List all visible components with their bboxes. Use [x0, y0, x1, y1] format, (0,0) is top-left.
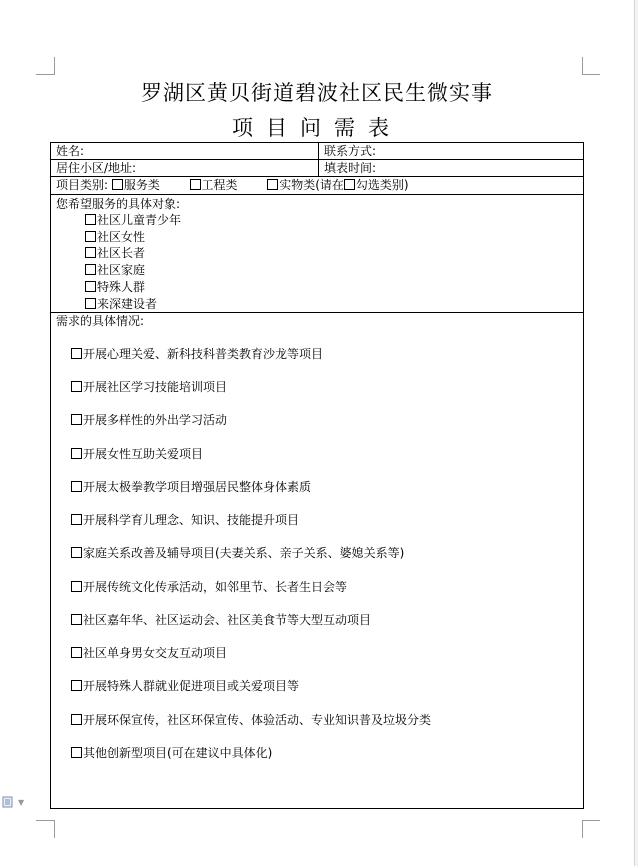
checkbox-icon[interactable]: [71, 514, 82, 525]
form-row-name: [51, 143, 583, 160]
checkbox-icon[interactable]: [71, 414, 82, 425]
address-label: 居住小区/地址:: [56, 161, 137, 175]
need-option[interactable]: 其他创新型项目(可在建议中具体化): [71, 745, 272, 761]
category-option-engineering[interactable]: 工程类: [190, 178, 238, 192]
checkbox-icon[interactable]: [190, 179, 201, 190]
need-option[interactable]: 开展女性互助关爱项目: [71, 446, 203, 462]
checkbox-icon[interactable]: [71, 381, 82, 392]
checkbox-icon[interactable]: [85, 298, 96, 309]
crop-mark: [582, 57, 583, 75]
checkbox-icon[interactable]: [85, 281, 96, 292]
target-option[interactable]: 社区长者: [85, 245, 145, 261]
target-option[interactable]: 社区女性: [85, 229, 145, 245]
document-title: 罗湖区黄贝街道碧波社区民生微实事: [141, 81, 493, 105]
crop-mark: [582, 820, 583, 838]
checkbox-icon[interactable]: [71, 481, 82, 492]
category-option-goods[interactable]: 实物类(请在 勾选类别): [267, 178, 408, 192]
form-row-address: [51, 160, 583, 177]
target-option[interactable]: 社区家庭: [85, 262, 145, 278]
contact-field[interactable]: [319, 143, 582, 159]
category-field: [51, 177, 582, 194]
need-option[interactable]: 社区嘉年华、社区运动会、社区美食节等大型互动项目: [71, 612, 371, 628]
document-subtitle: 项目问需表: [232, 116, 402, 140]
crop-mark: [54, 820, 55, 838]
questionnaire-form: [50, 142, 584, 809]
target-option[interactable]: 特殊人群: [85, 279, 145, 295]
checkbox-icon[interactable]: [267, 179, 278, 190]
checkbox-icon[interactable]: [71, 581, 82, 592]
date-label: 填表时间:: [324, 161, 377, 175]
service-targets-section: [51, 195, 583, 313]
need-option[interactable]: 开展多样性的外出学习活动: [71, 412, 227, 428]
address-field[interactable]: [51, 160, 318, 176]
checkbox-icon[interactable]: [71, 680, 82, 691]
need-option[interactable]: 社区单身男女交友互动项目: [71, 645, 227, 661]
need-option[interactable]: 开展社区学习技能培训项目: [71, 379, 227, 395]
name-field[interactable]: [51, 143, 318, 159]
checkbox-icon[interactable]: [71, 614, 82, 625]
need-option[interactable]: 开展特殊人群就业促进项目或关爱项目等: [71, 678, 299, 694]
crop-mark: [54, 57, 55, 75]
need-option[interactable]: 开展心理关爱、新科技科普类教育沙龙等项目: [71, 346, 323, 362]
document-icon[interactable]: [2, 796, 14, 808]
needs-label: 需求的具体情况:: [56, 314, 145, 328]
checkbox-icon[interactable]: [71, 647, 82, 658]
checkbox-icon[interactable]: [71, 448, 82, 459]
need-option[interactable]: 开展科学育儿理念、知识、技能提升项目: [71, 512, 299, 528]
form-row-category: [51, 177, 583, 195]
target-option[interactable]: 来深建设者: [85, 296, 157, 312]
checkbox-icon[interactable]: [85, 214, 96, 225]
date-field[interactable]: [319, 160, 582, 176]
checkbox-icon[interactable]: [85, 264, 96, 275]
dropdown-arrow-icon[interactable]: ▼: [18, 798, 25, 807]
need-option[interactable]: 家庭关系改善及辅导项目(夫妻关系、亲子关系、婆媳关系等): [71, 545, 404, 561]
checkbox-icon[interactable]: [71, 714, 82, 725]
crop-mark: [582, 820, 600, 821]
checkbox-icon[interactable]: [85, 247, 96, 258]
need-option[interactable]: 开展环保宣传，社区环保宣传、体验活动、专业知识普及垃圾分类: [71, 712, 431, 728]
crop-mark: [36, 820, 54, 821]
checkbox-icon[interactable]: [71, 348, 82, 359]
category-option-service[interactable]: 服务类: [112, 178, 160, 192]
need-option[interactable]: 开展太极拳教学项目增强居民整体身体素质: [71, 479, 311, 495]
checkbox-icon[interactable]: [112, 179, 123, 190]
checkbox-icon: [344, 179, 355, 190]
name-label: 姓名:: [56, 144, 85, 158]
need-option[interactable]: 开展传统文化传承活动，如邻里节、长者生日会等: [71, 579, 347, 595]
crop-mark: [582, 74, 600, 75]
target-option[interactable]: 社区儿童青少年: [85, 212, 181, 228]
checkbox-icon[interactable]: [85, 231, 96, 242]
crop-mark: [36, 74, 54, 75]
category-label: 项目类别:: [56, 178, 109, 192]
checkbox-icon[interactable]: [71, 747, 82, 758]
targets-label: 您希望服务的具体对象:: [56, 197, 181, 211]
contact-label: 联系方式:: [324, 144, 377, 158]
checkbox-icon[interactable]: [71, 547, 82, 558]
